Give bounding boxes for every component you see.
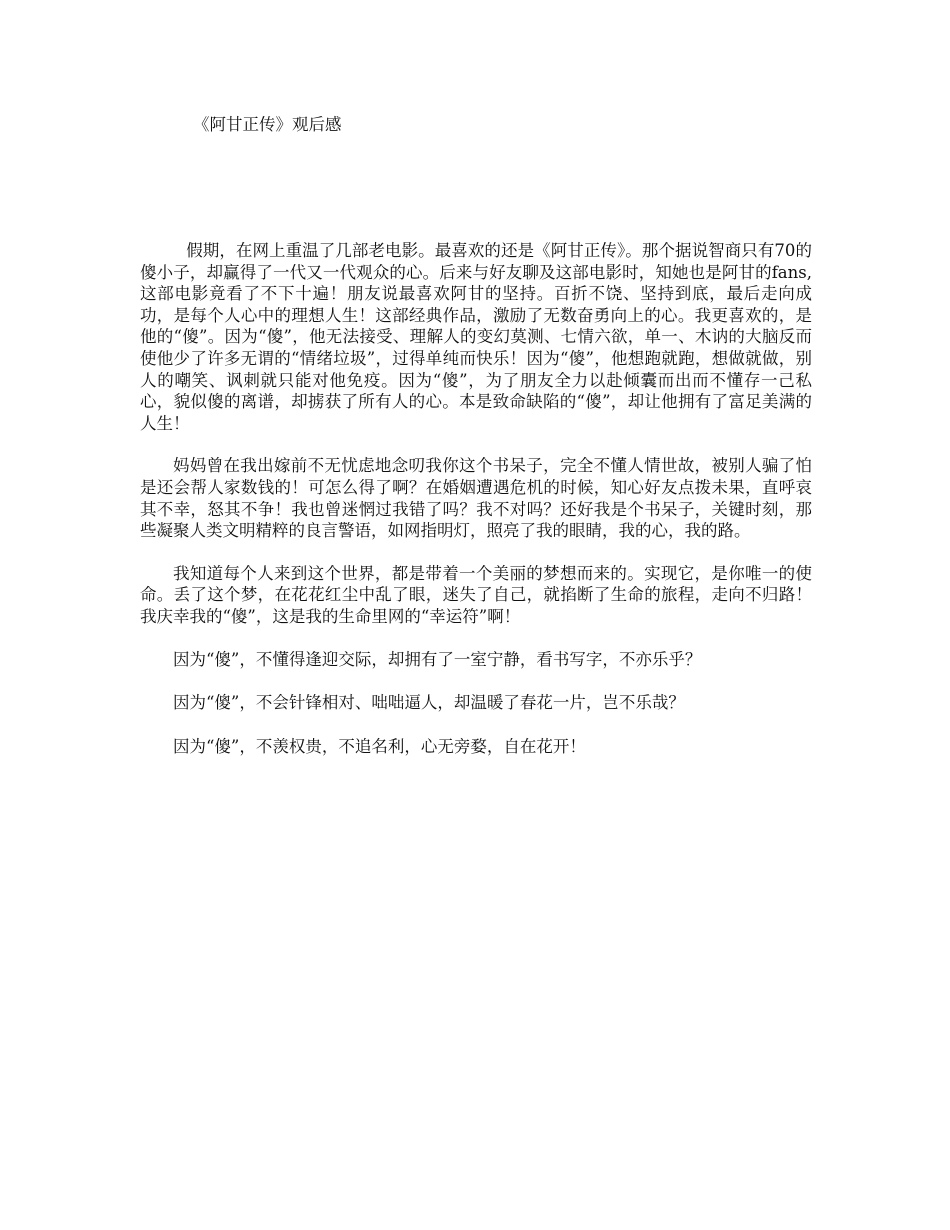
paragraph-4: 因为“傻”，不懂得逢迎交际，却拥有了一室宁静，看书写字，不亦乐乎？ <box>173 649 702 669</box>
paragraph-3: 我知道每个人来到这个世界，都是带着一个美丽的梦想而来的。实现它，是你唯一的使命。丢了这个梦，在花花红尘中乱了眼，迷失了自己，就掐断了生命的旅程，走向不归路！我庆幸我的“傻”，这是我的生命里网的“幸运符”啊！ <box>140 563 812 626</box>
document-title: 《阿甘正传》观后感 <box>193 115 342 134</box>
paragraph-1: 假期，在网上重温了几部老电影。最喜欢的还是《阿甘正传》。那个据说智商只有70的傻小子，却赢得了一代又一代观众的心。后来与好友聊及这部电影时，知她也是阿甘的fans,这部电影竟看了不下十遍！朋友说最喜欢阿甘的坚持。百折不饶、坚持到底，最后走向成功，是每个人心中的理想人生！这部经典作品，激励了无数奋勇向上的心。我更喜欢的，是他的“傻”。因为“傻”，他无法接受、理解人的变幻莫测、七情六欲，单一、木讷的大脑反而使他少了许多无谓的“情绪垃圾”，过得单纯而快乐！因为“傻”，他想跑就跑，想做就做，别人的嘲笑、讽刺就只能对他免疫。因为“傻”，为了朋友全力以赴倾囊而出而不懂存一己私心，貌似傻的离谱，却掳获了所有人的心。本是致命缺陷的“傻”，却让他拥有了富足美满的人生！ <box>140 241 812 433</box>
paragraph-2: 妈妈曾在我出嫁前不无忧虑地念叨我你这个书呆子，完全不懂人情世故，被别人骗了怕是还会帮人家数钱的！可怎么得了啊？在婚姻遭遇危机的时候，知心好友点拨未果，直呼哀其不幸，怒其不争！我也曾迷惘过我错了吗？我不对吗？还好我是个书呆子，关键时刻，那些凝聚人类文明精粹的良言警语，如网指明灯，照亮了我的眼睛，我的心，我的路。 <box>140 456 812 541</box>
document-body <box>140 240 812 779</box>
paragraph-6: 因为“傻”，不羡权贵，不追名利，心无旁婺，自在花开！ <box>173 736 586 756</box>
paragraph-5: 因为“傻”，不会针锋相对、咄咄逼人，却温暖了春花一片，岂不乐哉？ <box>173 693 685 713</box>
